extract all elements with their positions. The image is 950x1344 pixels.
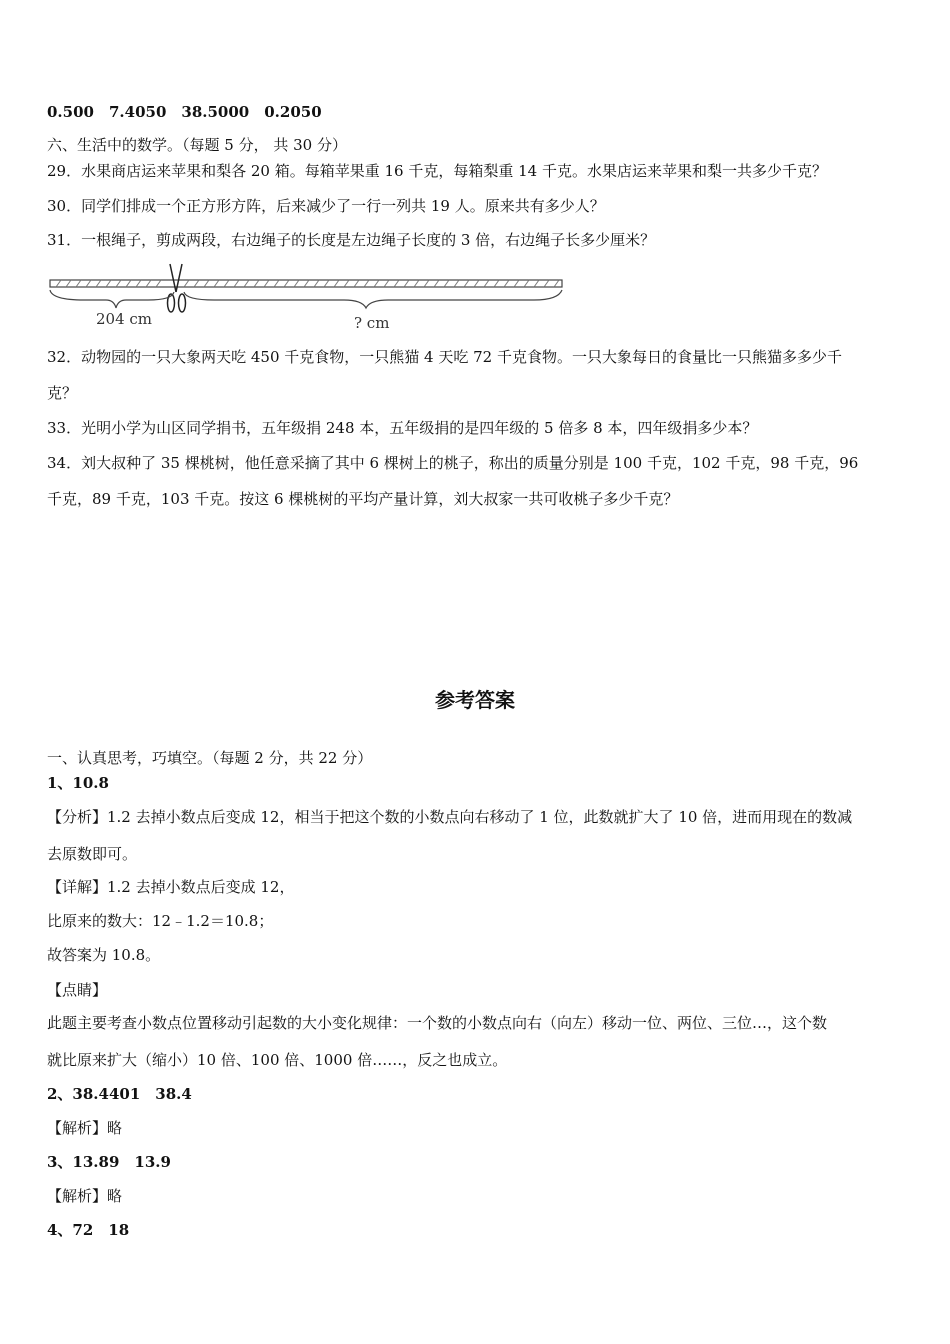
- answer-1: 1、10.8: [47, 774, 109, 792]
- answer-4: 4、72 18: [47, 1221, 130, 1239]
- rope-right-label: ? cm: [354, 314, 390, 332]
- answer-1-comment-label: 【点睛】: [47, 981, 108, 999]
- rope-left-label: 204 cm: [96, 310, 153, 328]
- rope-diagram: [44, 258, 574, 334]
- answer-1-comment-line2: 就比原来扩大（缩小）10 倍、100 倍、1000 倍……，反之也成立。: [47, 1051, 508, 1069]
- top-numbers: 0.500 7.4050 38.5000 0.2050: [47, 103, 322, 121]
- answer-1-detail-line3: 故答案为 10.8。: [47, 946, 161, 964]
- question-32-line2: 克？: [47, 384, 78, 402]
- answer-3-analysis: 【解析】略: [47, 1187, 123, 1205]
- answer-1-analysis-line2: 去原数即可。: [47, 845, 138, 863]
- question-33: 33．光明小学为山区同学捐书，五年级捐 248 本，五年级捐的是四年级的 5 倍多 8 本，四年级捐多少本？: [47, 419, 758, 437]
- left-brace: [50, 290, 174, 308]
- right-brace: [184, 290, 562, 308]
- answer-2: 2、38.4401 38.4: [47, 1085, 192, 1103]
- scissors-icon: [168, 264, 186, 312]
- question-30: 30．同学们排成一个正方形方阵，后来减少了一行一列共 19 人。原来共有多少人？: [47, 197, 605, 215]
- question-31: 31．一根绳子，剪成两段，右边绳子的长度是左边绳子长度的 3 倍，右边绳子长多少厘米？: [47, 231, 656, 249]
- section-6-heading: 六、生活中的数学。（每题 5 分， 共 30 分）: [47, 136, 347, 154]
- question-29: 29．水果商店运来苹果和梨各 20 箱。每箱苹果重 16 千克，每箱梨重 14 千克。水果店运来苹果和梨一共多少千克？: [47, 162, 827, 180]
- answers-section-1-heading: 一、认真思考，巧填空。（每题 2 分，共 22 分）: [47, 749, 373, 767]
- answer-1-analysis-line1: 【分析】1.2 去掉小数点后变成 12，相当于把这个数的小数点向右移动了 1 位，此数就扩大了 10 倍，进而用现在的数减: [47, 808, 853, 826]
- answer-1-comment-line1: 此题主要考查小数点位置移动引起数的大小变化规律：一个数的小数点向右（向左）移动一位、两位、三位…，这个数: [47, 1014, 828, 1032]
- answer-2-analysis: 【解析】略: [47, 1119, 123, 1137]
- answer-3: 3、13.89 13.9: [47, 1153, 171, 1171]
- rope-figure: [44, 258, 574, 334]
- question-34-line2: 千克，89 千克，103 千克。按这 6 棵桃树的平均产量计算，刘大叔家一共可收桃子多少千克？: [47, 490, 679, 508]
- answer-1-detail-line2: 比原来的数大：12﹣1.2＝10.8；: [47, 912, 274, 930]
- question-34-line1: 34．刘大叔种了 35 棵桃树，他任意采摘了其中 6 棵树上的桃子，称出的质量分别是 100 千克，102 千克，98 千克，96: [47, 454, 859, 472]
- answer-1-detail-line1: 【详解】1.2 去掉小数点后变成 12，: [47, 878, 295, 896]
- answers-title: 参考答案: [435, 688, 515, 712]
- question-32-line1: 32．动物园的一只大象两天吃 450 千克食物，一只熊猫 4 天吃 72 千克食物。一只大象每日的食量比一只熊猫多多少千: [47, 348, 842, 366]
